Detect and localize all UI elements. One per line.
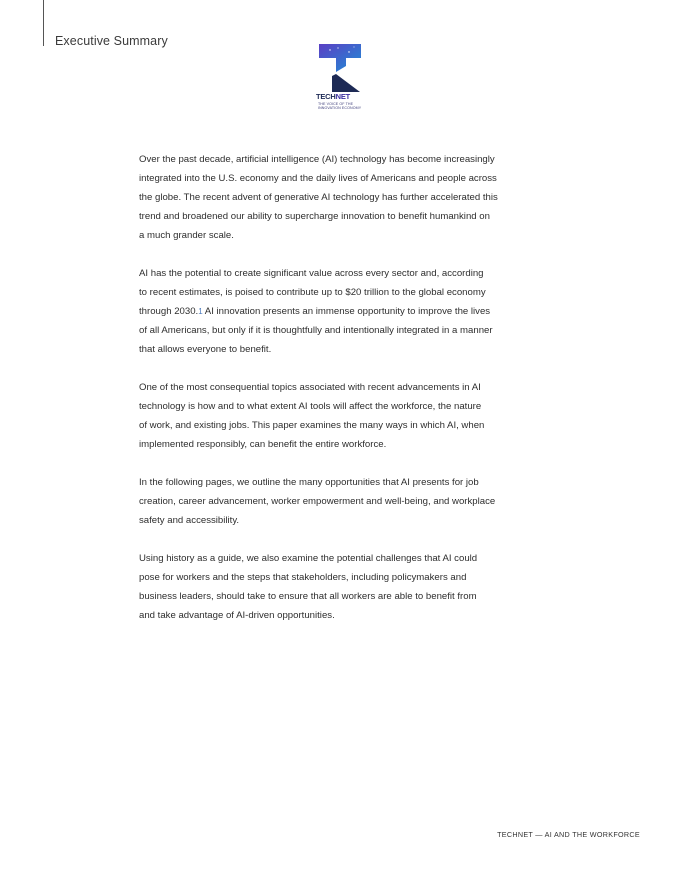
line-segment: through 2030. (139, 306, 199, 317)
paragraph-line: trend and broadened our ability to supercharge innovation to benefit humankind on (139, 211, 490, 222)
paragraph-line: Using history as a guide, we also examine the potential challenges that AI could (139, 553, 478, 564)
logo-wordmark (316, 92, 364, 101)
paragraph-3 (139, 378, 559, 454)
paragraph-line-with-footnote (139, 302, 559, 321)
paragraph-line: technology is how and to what extent AI tools will affect the workforce, the nature (139, 401, 482, 412)
paragraph-line: AI has the potential to create significant value across every sector and, according (139, 268, 484, 279)
paragraph-line: pose for workers and the steps that stakeholders, including policymakers and (139, 572, 467, 583)
logo-wordmark-net: NET (335, 92, 351, 101)
paragraph-line: to recent estimates, is poised to contribute up to $20 trillion to the global economy (139, 287, 486, 298)
technet-logo-mark-icon (316, 42, 364, 92)
technet-logo (316, 42, 364, 114)
paragraph-4 (139, 473, 559, 530)
section-title: Executive Summary (55, 34, 168, 48)
paragraph-2 (139, 264, 559, 359)
paragraph-line: and take advantage of AI-driven opportunities. (139, 610, 335, 621)
paragraph-line: that allows everyone to benefit. (139, 344, 272, 355)
paragraph-line: integrated into the U.S. economy and the daily lives of Americans and people across (139, 173, 497, 184)
paragraph-line: of all Americans, but only if it is thoughtfully and intentionally integrated in a manner (139, 325, 493, 336)
paragraph-line: of work, and existing jobs. This paper examines the many ways in which AI, when (139, 420, 485, 431)
paragraph-line: a much grander scale. (139, 230, 234, 241)
paragraph-line: One of the most consequential topics associated with recent advancements in AI (139, 382, 481, 393)
paragraph-line: Over the past decade, artificial intelligence (AI) technology has become increasingly (139, 154, 495, 165)
paragraph-line: the globe. The recent advent of generative AI technology has further accelerated this (139, 192, 498, 203)
footnote-marker[interactable]: 1 (198, 307, 203, 316)
paragraph-line: creation, career advancement, worker empowerment and well-being, and workplace (139, 496, 496, 507)
body-text (139, 150, 559, 644)
page-footer: TECHNET — AI AND THE WORKFORCE (497, 830, 640, 839)
logo-wordmark-tech: TECH (316, 92, 336, 101)
paragraph-line: safety and accessibility. (139, 515, 240, 526)
paragraph-1 (139, 150, 559, 245)
paragraph-5 (139, 549, 559, 625)
line-segment: AI innovation presents an immense opportunity to improve the lives (202, 306, 491, 317)
paragraph-line: implemented responsibly, can benefit the entire workforce. (139, 439, 387, 450)
paragraph-line: In the following pages, we outline the many opportunities that AI presents for job (139, 477, 479, 488)
header-rule (43, 0, 44, 46)
paragraph-line: business leaders, should take to ensure that all workers are able to benefit from (139, 591, 477, 602)
logo-tagline: THE VOICE OF THE INNOVATION ECONOMY (318, 102, 362, 110)
logo-dark-wedge (332, 74, 360, 92)
